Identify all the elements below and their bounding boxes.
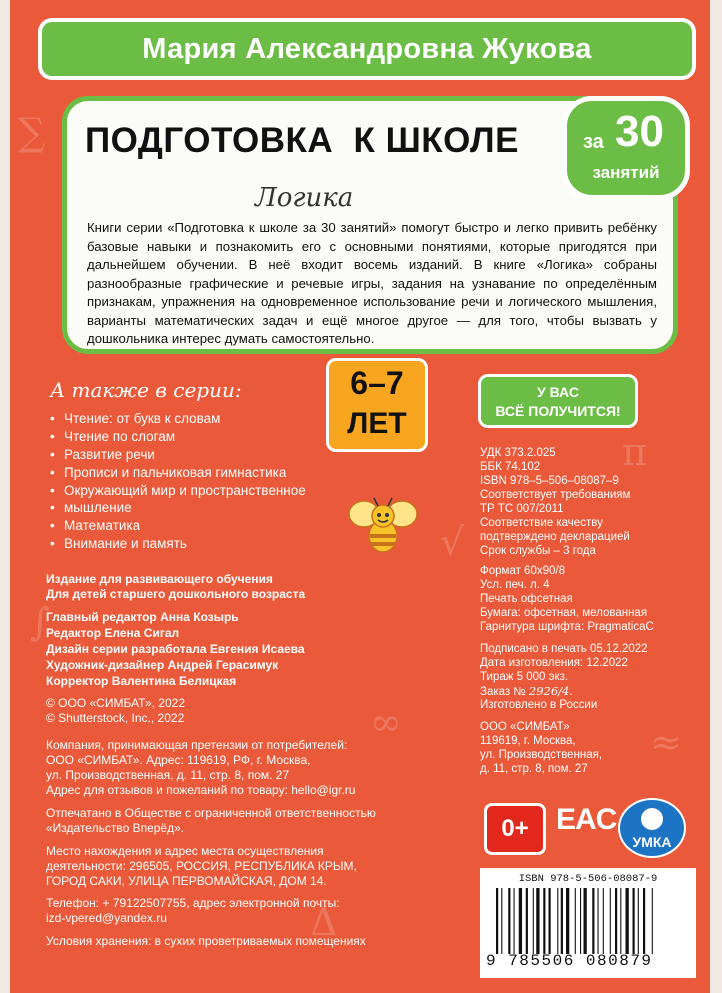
umka-logo [618, 798, 686, 858]
format-line: Печать офсетная [480, 593, 573, 605]
series-item: • Чтение: от букв к словам [48, 410, 306, 428]
credit-line: Художник-дизайнер Андрей Герасимук [46, 658, 279, 672]
book-title: ПОДГОТОВКА К ШКОЛЕ [85, 121, 519, 160]
eac-mark: EAC [556, 803, 617, 836]
info-line: УДК 373.2.025 [480, 447, 556, 459]
company-line: 119619, г. Москва, [480, 735, 576, 747]
age-badge [326, 358, 428, 452]
location-line: Место нахождения и адрес места осуществления [46, 844, 324, 858]
edition-line: Для детей старшего дошкольного возраста [46, 587, 306, 601]
copyright-line: © Shutterstock, Inc., 2022 [46, 711, 185, 725]
luck-line: У ВАС [537, 384, 579, 400]
series-heading: А также в серии: [50, 378, 242, 402]
series-list [48, 410, 306, 553]
series-item: • Окружающий мир и пространственное [48, 482, 306, 500]
author-banner: Мария Александровна Жукова [42, 22, 692, 76]
book-back-cover [10, 0, 710, 993]
print-line: Подписано в печать 05.12.2022 [480, 643, 648, 655]
claims-line: Компания, принимающая претензии от потребителей: [46, 738, 348, 752]
background-doodle: ≈ [650, 720, 682, 764]
background-doodle: Δ [310, 900, 338, 944]
location-line: ГОРОД САКИ, УЛИЦА ПЕРВОМАЙСКАЯ, ДОМ 14. [46, 874, 327, 888]
isbn-label: ISBN 978-5-506-08087-9 [518, 873, 658, 885]
badge-word: занятий [592, 163, 660, 182]
printed-line: «Издательство Вперёд». [46, 821, 185, 835]
series-item: • Прописи и пальчиковая гимнастика [48, 464, 306, 482]
info-line: ТР ТС 007/2011 [480, 503, 564, 515]
barcode-box [480, 868, 696, 978]
barcode-icon [494, 888, 684, 954]
age-range: 6–7 [350, 365, 404, 401]
book-subtitle: Логика [255, 183, 354, 213]
info-line: ББК 74.102 [480, 461, 541, 473]
format-line: Гарнитура шрифта: PragmaticaC [480, 621, 654, 633]
copyright-line: © ООО «СИМБАТ», 2022 [46, 696, 185, 710]
print-line: Изготовлено в России [480, 699, 598, 711]
background-doodle: √ [440, 520, 465, 564]
background-doodle: ∫ [30, 600, 50, 644]
order-number: 2926/4. [528, 684, 574, 698]
credit-line: Главный редактор Анна Козырь [46, 610, 239, 624]
format-line: Формат 60х90/8 [480, 565, 565, 577]
credit-line: Дизайн серии разработала Евгения Исаева [46, 642, 305, 656]
book-description: Книги серии «Подготовка к школе за 30 занятий» помогут быстро и легко привить ребёнку базовые навыки и познакомить его с основными понятиями, которые пригодятся при дальнейшем обучении. В неё входит восемь изданий. В книге «Логика» собраны разнообразные графические и речевые игры, задания на узнавание по определённым признакам, упражнения на одновременное использование речи и логического мышления, варианты математических задач и ещё многое другое — для того, чтобы вызвать у дошкольника интерес думать самостоятельно. [87, 220, 657, 346]
order-label: Заказ № [480, 686, 529, 698]
bee-mascot-icon [346, 494, 420, 560]
claims-line: ул. Производственная, д. 11, стр. 8, пом. 27 [46, 768, 290, 782]
info-line: подтверждено декларацией [480, 531, 630, 543]
info-line: Соответствие качеству [480, 517, 603, 529]
location-line: деятельности: 296505, РОССИЯ, РЕСПУБЛИКА КРЫМ, [46, 859, 357, 873]
printed-line: Отпечатано в Обществе с ограниченной ответственностью [46, 806, 376, 820]
info-line: Соответствует требованиям [480, 489, 631, 501]
format-line: Усл. печ. л. 4 [480, 579, 550, 591]
info-line: Срок службы – 3 года [480, 545, 596, 557]
background-doodle: ∞ [370, 700, 402, 744]
company-line: ООО «СИМБАТ» [480, 721, 570, 733]
barcode-number: 9 785506 080879 [486, 952, 653, 970]
credit-line: Редактор Елена Сигал [46, 626, 180, 640]
series-item-continued: • мышление [48, 499, 306, 517]
storage-line: Условия хранения: в сухих проветриваемых помещениях [46, 934, 366, 948]
edition-line: Издание для развивающего обучения [46, 572, 273, 586]
format-line: Бумага: офсетная, мелованная [480, 607, 648, 619]
contact-line: izd-vpered@yandex.ru [46, 911, 167, 925]
company-line: д. 11, стр. 8, пом. 27 [480, 763, 588, 775]
claims-line: ООО «СИМБАТ». Адрес: 119619, РФ, г. Москва, [46, 753, 311, 767]
badge-number: 30 [615, 107, 664, 156]
luck-badge [478, 374, 638, 428]
badge-prefix: за [583, 131, 604, 153]
age-rating-mark: 0+ [484, 803, 546, 855]
print-line: Тираж 5 000 экз. [480, 671, 569, 683]
series-item: • Математика [48, 517, 306, 535]
series-item: • Развитие речи [48, 446, 306, 464]
print-line: Дата изготовления: 12.2022 [480, 657, 628, 669]
contact-line: Телефон: + 79122507755, адрес электронной почты: [46, 896, 340, 910]
lessons-badge [562, 96, 690, 200]
credit-line: Корректор Валентина Белицкая [46, 674, 237, 688]
luck-line: ВСЁ ПОЛУЧИТСЯ! [495, 403, 621, 419]
umka-logo-text: УМКА [632, 834, 672, 850]
background-doodle: ∑ [18, 110, 46, 154]
series-item: • Внимание и память [48, 535, 306, 553]
company-line: ул. Производственная, [480, 749, 603, 761]
background-doodle: π [622, 430, 647, 474]
age-unit: ЛЕТ [347, 407, 407, 440]
info-line: ISBN 978–5–506–08087–9 [480, 475, 619, 487]
bear-icon [641, 808, 663, 830]
claims-line: Адрес для отзывов и пожеланий по товару: hello@igr.ru [46, 783, 356, 797]
series-item: • Чтение по слогам [48, 428, 306, 446]
